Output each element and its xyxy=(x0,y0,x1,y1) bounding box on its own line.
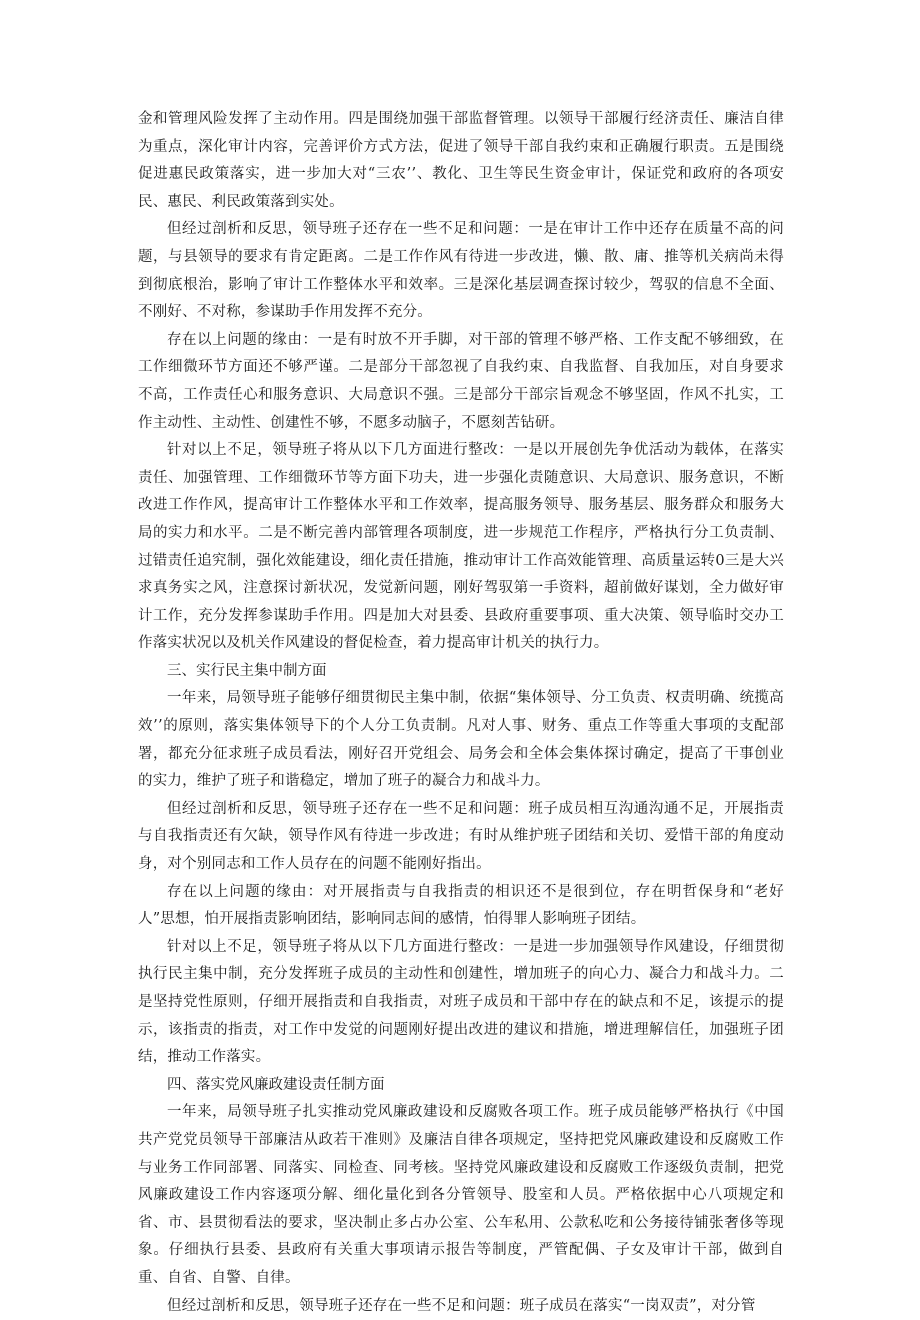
paragraph-continuation: 金和管理风险发挥了主动作用。四是围绕加强干部监督管理。以领导干部履行经济责任、廉洁自律为重点，深化审计内容，完善评价方式方法，促进了领导干部自我约束和正确履行职责。五是围绕促进惠民政策落实，进一步加大对“三农’’、教化、卫生等民生资金审计，保证党和政府的各项安民、惠民、利民政策落到实处。 xyxy=(138,111,784,210)
paragraph-clean-government: 一年来，局领导班子扎实推动党风廉政建设和反腐败各项工作。班子成员能够严格执行《中国共产党党员领导干部廉洁从政若干准则》及廉洁自律各项规定，坚持把党风廉政建设和反腐败工作与业务工作同部署、同落实、同检查、同考核。坚持党风廉政建设和反腐败工作逐级负责制，把党风廉政建设工作内容逐项分解、细化量化到各分管领导、股室和人员。严格依据中心八项规定和省、市、县贯彻看法的要求，坚决制止多占办公室、公车私用、公款私吃和公务接待铺张奢侈等现象。仔细执行县委、县政府有关重大事项请示报告等制度，严管配偶、子女及审计干部，做到自重、自省、自警、自律。 xyxy=(138,1104,784,1286)
paragraph-causes-2: 存在以上问题的缘由：对开展指责与自我指责的相识还不是很到位，存在明哲保身和“老好人”思想，怕开展指责影响团结，影响同志间的感情，怕得罪人影响班子团结。 xyxy=(138,883,784,928)
paragraph-rectification-1: 针对以上不足，领导班子将从以下几方面进行整改：一是以开展创先争优活动为载体，在落实责任、加强管理、工作细微环节等方面下功夫，进一步强化责随意识、大局意识、服务意识，不断改进工作作风，提高审计工作整体水平和工作效率，提高服务领导、服务基层、服务群众和服务大局的实力和水平。二是不断完善内部管理各项制度，进一步规范工作程序，严格执行分工负责制、过错责任追究制，强化效能建设，细化责任措施，推动审计工作高效能管理、高质量运转0三是大兴求真务实之风，注意探讨新状况，发觉新问题，刚好驾驭第一手资料，超前做好谋划，全力做好审计工作，充分发挥参谋助手作用。四是加大对县委、县政府重要事项、重大决策、领导临时交办工作落实状况以及机关作风建设的督促检查，着力提高审计机关的执行力。 xyxy=(138,442,784,652)
document-body xyxy=(138,106,784,1320)
paragraph-problems-2: 但经过剖析和反思，领导班子还存在一些不足和问题：班子成员相互沟通沟通不足，开展指责与自我指责还有欠缺，领导作风有待进一步改进；有时从维护班子团结和关切、爱惜干部的角度动身，对个别同志和工作人员存在的问题不能刚好指出。 xyxy=(138,800,784,873)
paragraph-rectification-2: 针对以上不足，领导班子将从以下几方面进行整改：一是进一步加强领导作风建设，仔细贯彻执行民主集中制，充分发挥班子成员的主动性和创建性，增加班子的向心力、凝合力和战斗力。二是坚持党性原则，仔细开展指责和自我指责，对班子成员和干部中存在的缺点和不足，该提示的提示，该指责的指责，对工作中发觉的问题刚好提出改进的建议和措施，增进理解信任，加强班子团结，推动工作落实。 xyxy=(138,938,784,1066)
section-heading-4: 四、落实党风廉政建设责任制方面 xyxy=(167,1076,385,1093)
paragraph-democratic-centralism: 一年来，局领导班子能够仔细贯彻民主集中制，依据“集体领导、分工负责、权责明确、统揽高效’’的原则，落实集体领导下的个人分工负责制。凡对人事、财务、重点工作等重大事项的支配部署，都充分征求班子成员看法，刚好召开党组会、局务会和全体会集体探讨确定，提高了干事创业的实力，维护了班子和谐稳定，增加了班子的凝合力和战斗力。 xyxy=(138,690,784,790)
section-heading-3: 三、实行民主集中制方面 xyxy=(167,662,327,679)
paragraph-causes-1: 存在以上问题的缘由：一是有时放不开手脚，对干部的管理不够严格、工作支配不够细致，在工作细微环节方面还不够严谨。二是部分干部忽视了自我约束、自我监督、自我加压，对自身要求不高，工作责任心和服务意识、大局意识不强。三是部分干部宗旨观念不够坚固，作风不扎实，工作主动性、主动性、创建性不够，不愿多动脑子，不愿刻苦钻研。 xyxy=(138,331,784,431)
paragraph-problems-1: 但经过剖析和反思，领导班子还存在一些不足和问题：一是在审计工作中还存在质量不高的问题，与县领导的要求有肯定距离。二是工作作风有待进一步改进，懒、散、庸、推等机关病尚未得到彻底根治，影响了审计工作整体水平和效率。三是深化基层调查探讨较少，驾驭的信息不全面、不刚好、不对称，参谋助手作用发挥不充分。 xyxy=(138,221,784,321)
paragraph-problems-3: 但经过剖析和反思，领导班子还存在一些不足和问题：班子成员在落实“一岗双责”，对分管 xyxy=(167,1297,756,1314)
